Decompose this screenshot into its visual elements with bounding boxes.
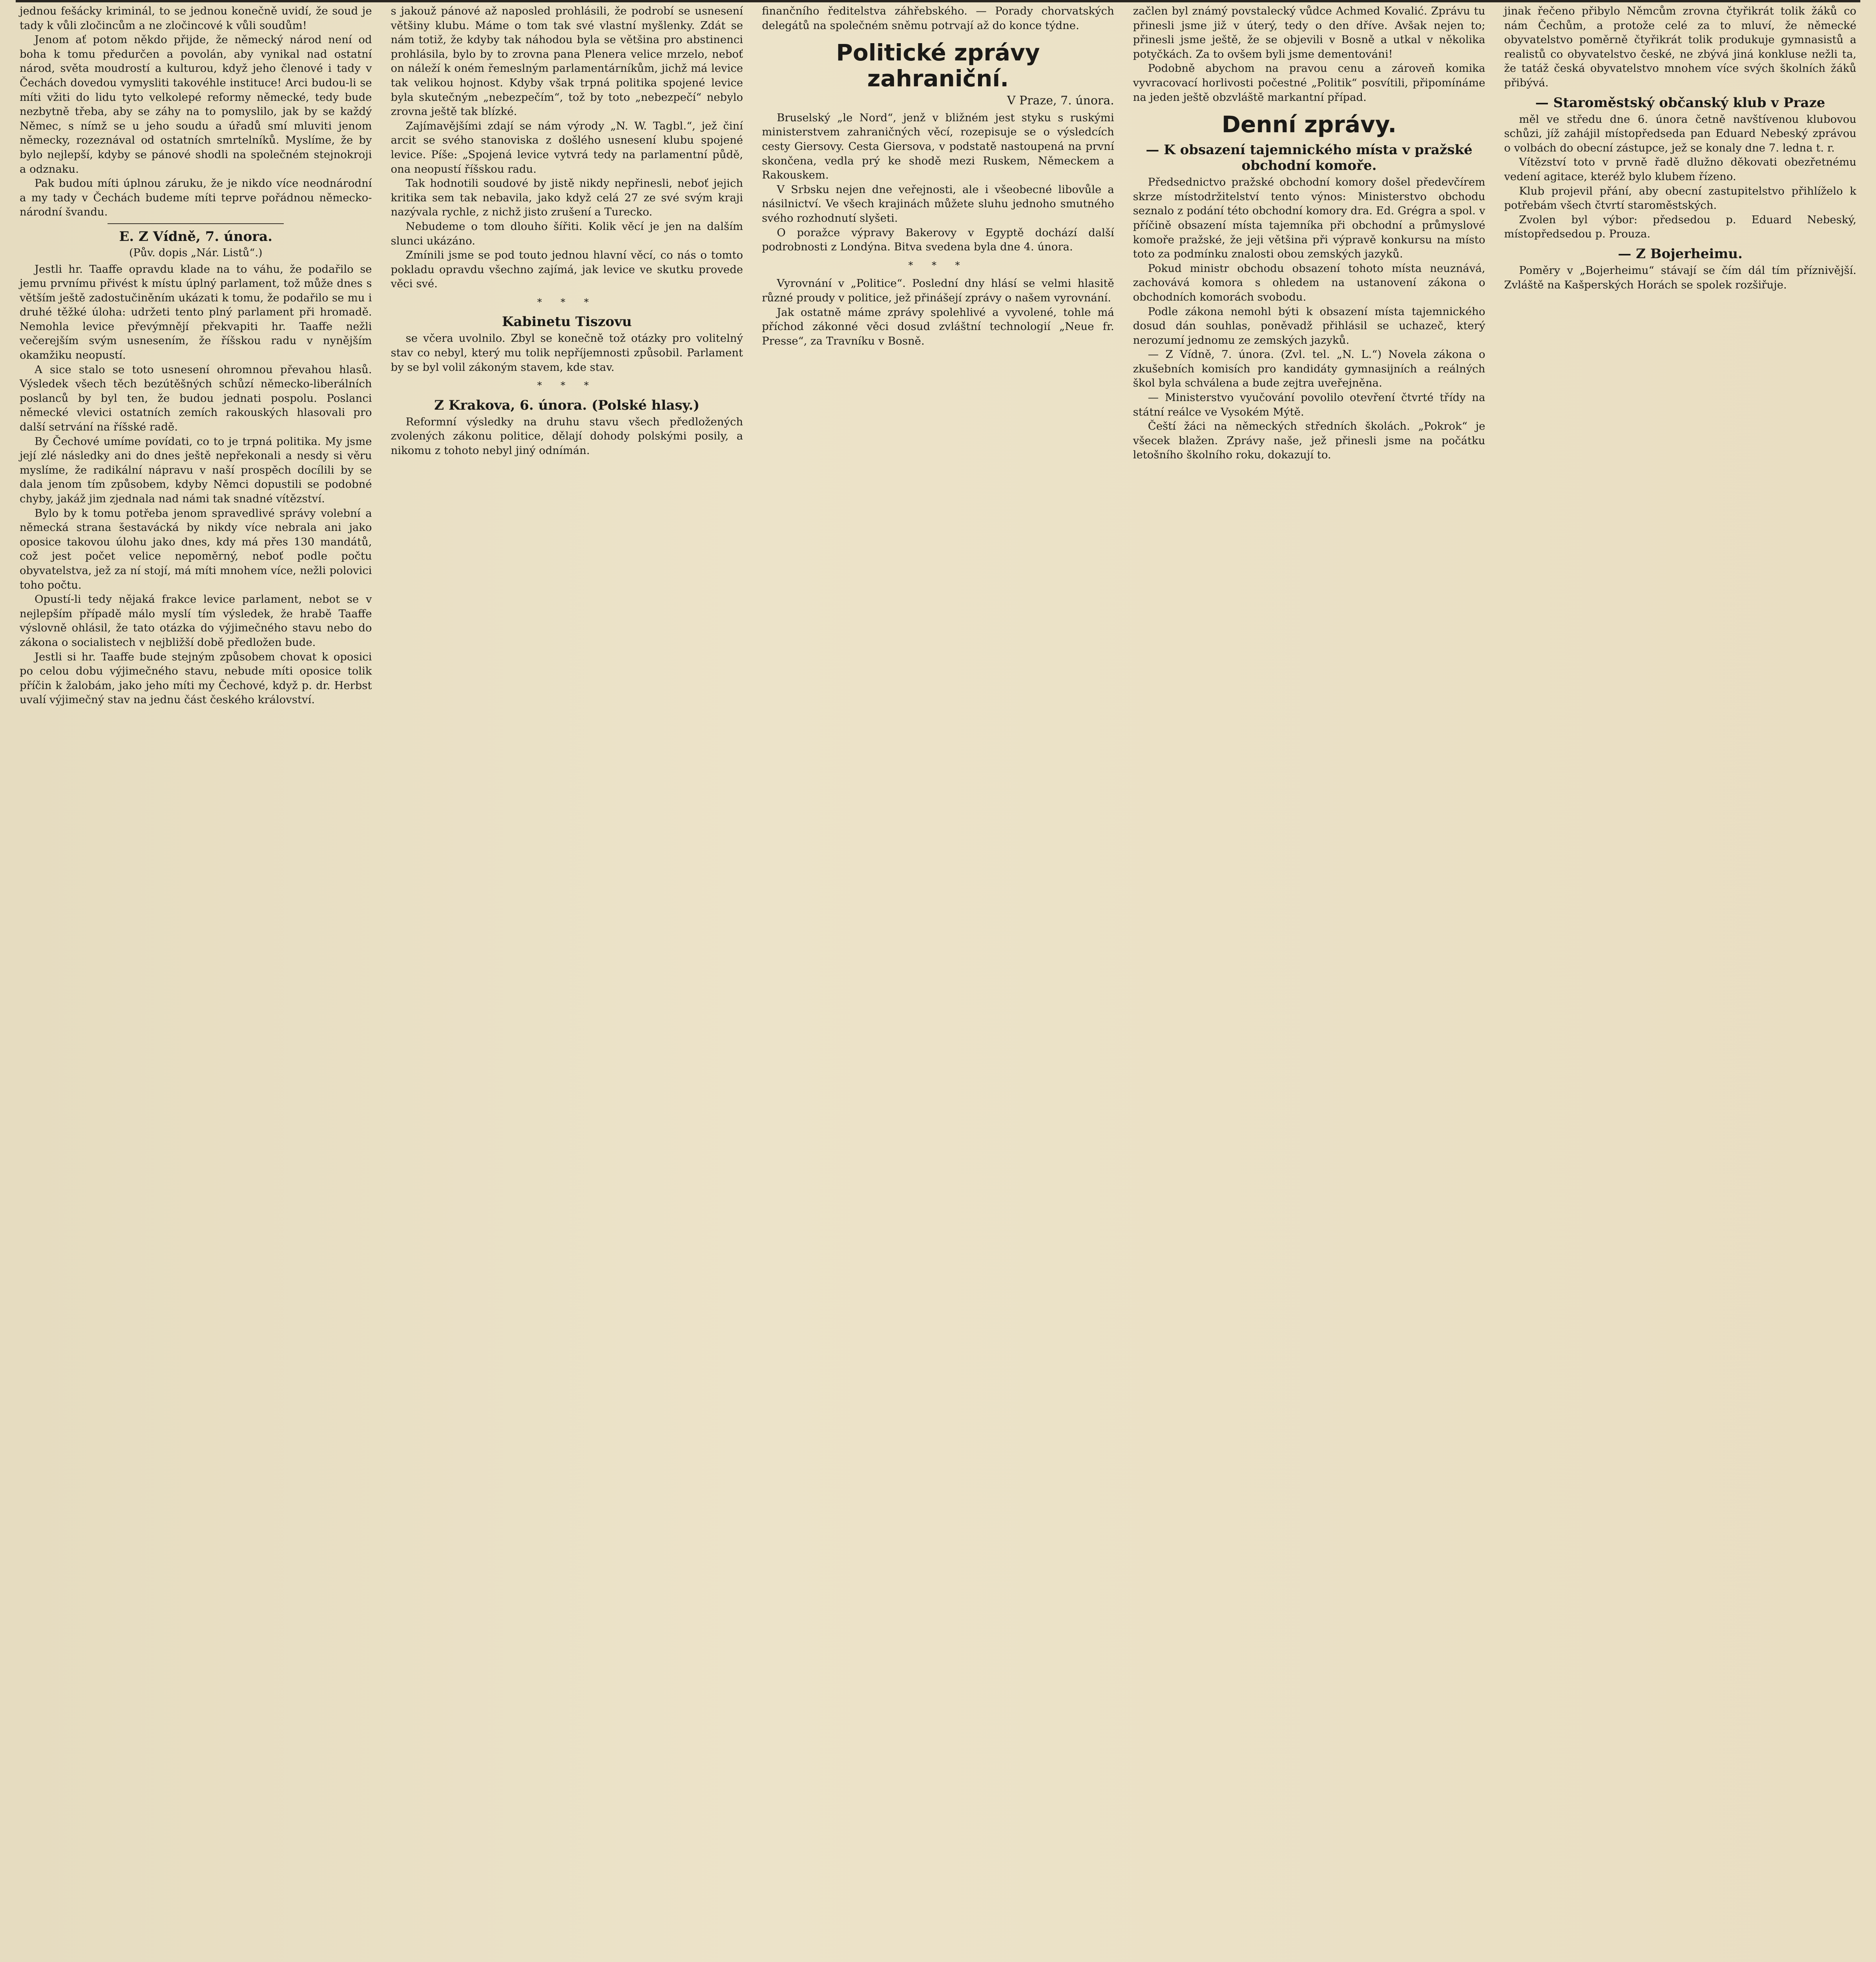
paragraph: Bruselský „le Nord“, jenž v bližném jest styku s ruskými ministerstvem zahraničných věcí, rozepisuje se o výsledcích cesty Giersovy. Cesta Giersova, v podstatě nastoupená na první skončena, vedla prý ke shodě mezi Ruskem, Německem a Rakouskem.: [762, 111, 1114, 182]
article-heading: — K obsazení tajemnického místa v pražské obchodní komoře.: [1146, 142, 1473, 174]
article-source: (Pův. dopis „Nár. Listů“.): [129, 246, 263, 259]
paragraph: Nebudeme o tom dlouho šířiti. Kolik věcí je jen na dalším slunci ukázáno.: [391, 220, 743, 247]
paragraph: jednou fešácky kriminál, to se jednou konečně uvidí, že soud je tady k vůli zločincům a ne zločincové k vůli soudům!: [20, 5, 372, 32]
top-rule: [16, 0, 1860, 2]
paragraph: Jestli si hr. Taaffe bude stejným způsobem chovat k oposici po celou dobu výjimečného stavu, nebude míti oposice tolik příčin k žalobám, jako jeho míti my Čechové, když p. dr. Herbst uvalí výjimečný stav na jednu část českého království.: [20, 650, 372, 706]
paragraph: měl ve středu dne 6. února četně navštívenou klubovou schůzi, jíž zahájil místopředseda pan Eduard Nebeský zprávou o volbách do obecní zástupce, jež se konaly dne 7. ledna t. r.: [1504, 113, 1856, 154]
paragraph: — Ministerstvo vyučování povolilo otevření čtvrté třídy na státní reálce ve Vysokém Mýtě.: [1133, 391, 1485, 418]
column-1: [16, 4, 376, 1962]
paragraph: Reformní výsledky na druhu stavu všech předložených zvolených zákonu politice, dělají dohody polskými posily, a nikomu z tohoto nebyl jiný odnímán.: [391, 415, 743, 457]
section-heading: Kabinetu Tiszovu: [502, 314, 632, 330]
paragraph: Zmínili jsme se pod touto jednou hlavní věcí, co nás o tomto pokladu opravdu všechno zajímá, jak levice ve skutku provede věci své.: [391, 249, 743, 290]
column-5: [1500, 4, 1860, 1962]
paragraph: se včera uvolnilo. Zbyl se konečně tož otázky pro volitelný stav co nebyl, který mu tolik nepříjemnosti způsobil. Parlament by se byl volil zákoným stavem, kde stav.: [391, 332, 743, 374]
separator-stars: * * *: [908, 259, 968, 271]
paragraph: Jestli hr. Taaffe opravdu klade na to váhu, že podařilo se jemu prvnímu přivést k místu úplný parlament, tož může dnes s větším ještě zadostučiněním ukázati k tomu, že podařilo se mu i druhé těžké úloha: udržeti tento plný parlament při hromadě. Nemohla levice převýmnějí překvapiti hr. Taaffe nežli večerejším svým usnesením, že říšskou radu v nynějším okamžiku neopustí.: [20, 263, 372, 362]
paragraph: Podle zákona nemohl býti k obsazení místa tajemnického dosud dán souhlas, poněvadž přihlásil se uchazeč, který nerozumí jednomu ze zemských jazyků.: [1133, 305, 1485, 346]
article-heading: E. Z Vídně, 7. února.: [119, 228, 273, 244]
paragraph: By Čechové umíme povídati, co to je trpná politika. My jsme její zlé následky ani do dnes ještě nepřekonali a nesdy si věru myslíme, že radikální nápravu v naší prospěch docílili by se dala jenom tím způsobem, kdyby Němci dopustili se podobné chyby, jakáž jim zjednala nad námi tak snadné vítězství.: [20, 435, 372, 505]
paragraph: Předsednictvo pražské obchodní komory došel předevčírem skrze místodržitelství tento výnos: Ministerstvo obchodu seznalo z podání této obchodní komory dra. Ed. Grégra a spol. v příčině obsazení místa tajemníka při obchodní a průmyslové komoře pražské, že jeji většina při výpravě konkursu na místo toto za podmínku znalosti obou zemských jazyků.: [1133, 176, 1485, 261]
separator-stars: * * *: [537, 380, 597, 391]
paragraph: O poražce výpravy Bakerovy v Egyptě dochází další podrobnosti z Londýna. Bitva svedena byla dne 4. února.: [762, 226, 1114, 253]
paragraph: jinak řečeno přibylo Němcům zrovna čtyřikrát tolik žáků co nám Čechům, a protože celé za to mluví, že německé obyvatelstvo poměrně čtyřikrát tolik produkuje gymnasistů a realistů co obyvatelstvo české, ne zbývá jiná konkluse nežli ta, že tatáž česká obyvatelstvo mnohem více svých školních žáků přibývá.: [1504, 5, 1856, 89]
columns: [16, 4, 1860, 1962]
paragraph: Pokud ministr obchodu obsazení tohoto místa neuznává, zachovává komora s ohledem na ustanovení zákona o obchodních komorách svobodu.: [1133, 262, 1485, 303]
divider: [108, 223, 284, 224]
column-2: [387, 4, 747, 1962]
paragraph: Opustí-li tedy nějaká frakce levice parlament, nebot se v nejlepším případě málo myslí tím výsledek, že hrabě Taaffe výslovně ohlásil, že tato otázka do výjimečného stavu nebo do zákona o socialistech v nejbližší době předložen bude.: [20, 593, 372, 649]
dateline: V Praze, 7. února.: [1007, 94, 1114, 108]
article-heading: Z Krakova, 6. února. (Polské hlasy.): [434, 397, 700, 413]
paragraph: Čeští žáci na německých středních školách. „Pokrok“ je všecek blažen. Zprávy naše, jež přinesli jsme na počátku letošního školního roku, dokazují to.: [1133, 420, 1485, 461]
column-4: [1129, 4, 1489, 1962]
paragraph: finančního ředitelstva záhřebského. — Porady chorvatských delegátů na společném sněmu potrvají až do konce týdne.: [762, 5, 1114, 32]
paragraph: s jakouž pánové až naposled prohlásili, že podrobí se usnesení většiny klubu. Máme o tom tak své vlastní myšlenky. Zdát se nám totiž, že kdyby tak náhodou byla se většina pro abstinenci prohlásila, bylo by to zrovna pana Plenera velice mrzelo, neboť on náleží k oném řemeslným parlamentárníkům, jichž má levice tak velikou hojnost. Kdyby však trpná politika spojené levice byla skutečným „nebezpečím“, tož by toto „nebezpečí“ nebylo zrovna ještě tak blízké.: [391, 5, 743, 118]
paragraph: Zajímavějšími zdají se nám výrody „N. W. Tagbl.“, jež činí arcit se svého stanoviska z došlého usnesení klubu spojené levice. Píše: „Spojená levice vytvrá tedy na parlamentní půdě, ona neopustí říšskou radu.: [391, 119, 743, 175]
paragraph: Tak hodnotili soudové by jistě nikdy nepřinesli, neboť jejich kritika sem tak nebavila, jako když celá 27 ze své svým kraji nazývala rychle, z nichž jisto zrušení a Turecko.: [391, 177, 743, 219]
paragraph: Jenom ať potom někdo přijde, že německý národ není od boha k tomu předurčen a povolán, aby vynikal nad ostatní národ, světa moudrostí a kulturou, když jeho členové i tady v Čechách dovedou vymysliti takovéhle instituce! Arci budou-li se míti vžiti do lidu tyto velkolepé reformy německé, tedy bude nezbytně třeba, aby se záhy na to pomyslilo, jak by se každý Němec, s nímž se u jeho soudu a úřadů smí mluviti jenom německy, rozeznával od ostatních smrtelníků. Myslíme, že by bylo nejlepší, kdyby se pánové shodli na společném stejnokroji a odznaku.: [20, 33, 372, 175]
paragraph: Pak budou míti úplnou záruku, že je nikdo více neodnárodní a my tady v Čechách budeme míti teprve pořádnou německo-národní švandu.: [20, 177, 372, 219]
paragraph: — Z Vídně, 7. února. (Zvl. tel. „N. L.“) Novela zákona o zkušebních komisích pro kandidáty gymnasijních a reálných škol byla schválena a bude zejtra uveřejněna.: [1133, 348, 1485, 390]
separator-stars: * * *: [537, 296, 597, 308]
paragraph: V Srbsku nejen dne veřejnosti, ale i všeobecné libovůle a násilnictví. Ve všech krajinách můžete sluhu jednoho smutného svého rozhodnutí slyšeti.: [762, 183, 1114, 224]
paragraph: A sice stalo se toto usnesení ohromnou převahou hlasů. Výsledek všech těch bezútěšných schůzí německo-liberálních poslanců by byl ten, že budou jednati pospolu. Poslanci německé vlevici ostatních zemích rakouských hlasovali pro další setrvání na říšské radě.: [20, 363, 372, 434]
paragraph: začlen byl známý povstalecký vůdce Achmed Kovalić. Zprávu tu přinesli jsme již v úterý, tedy o den dříve. Avšak nejen to; přinesli jsme ještě, že se objevili v Bosně a utkal v několika potyčkách. Za to ovšem byli jsme dementováni!: [1133, 5, 1485, 60]
paragraph: Bylo by k tomu potřeba jenom spravedlivé správy volební a německá strana šestavácká by nikdy více nebrala ani jako oposice takovou úlohu jako dnes, kdy má přes 130 mandátů, což jest počet velice nepoměrný, neboť podle počtu obyvatelstva, jež za ní stojí, má míti mnohem více, nežli polovici toho počtu.: [20, 507, 372, 591]
paragraph: Vyrovnání v „Politice“. Poslední dny hlásí se velmi hlasitě různé proudy v politice, jež přinášejí zprávy o našem vyrovnání.: [762, 277, 1114, 304]
section-heading: Denní zprávy.: [1221, 111, 1397, 138]
paragraph: Jak ostatně máme zprávy spolehlivé a vyvolené, tohle má příchod zákonné věci dosud zvláštní technologií „Neue fr. Presse“, za Travníku v Bosně.: [762, 306, 1114, 347]
paragraph: Vítězství toto v prvně řadě dlužno děkovati obezřetnému vedení agitace, kteréž bylo klubem řízeno.: [1504, 156, 1856, 183]
paragraph: Klub projevil přání, aby obecní zastupitelstvo přihlíželo k potřebám všech čtvrtí staroměstských.: [1504, 184, 1856, 212]
column-3: [758, 4, 1118, 1962]
section-heading: Politické zprávy zahraniční.: [836, 39, 1040, 92]
article-heading: — Staroměstský občanský klub v Praze: [1535, 95, 1825, 111]
paragraph: Poměry v „Bojerheimu“ stávají se čím dál tím příznivější. Zvláště na Kašperských Horách se spolek rozšiřuje.: [1504, 264, 1856, 291]
article-heading: — Z Bojerheimu.: [1618, 246, 1743, 262]
paragraph: Podobně abychom na pravou cenu a zároveň komika vyvracovací horlivosti počestné „Politik“ posvítili, připomínáme na jeden ještě obzvláště markantní případ.: [1133, 62, 1485, 104]
paragraph: Zvolen byl výbor: předsedou p. Eduard Nebeský, místopředsedou p. Prouza.: [1504, 213, 1856, 241]
